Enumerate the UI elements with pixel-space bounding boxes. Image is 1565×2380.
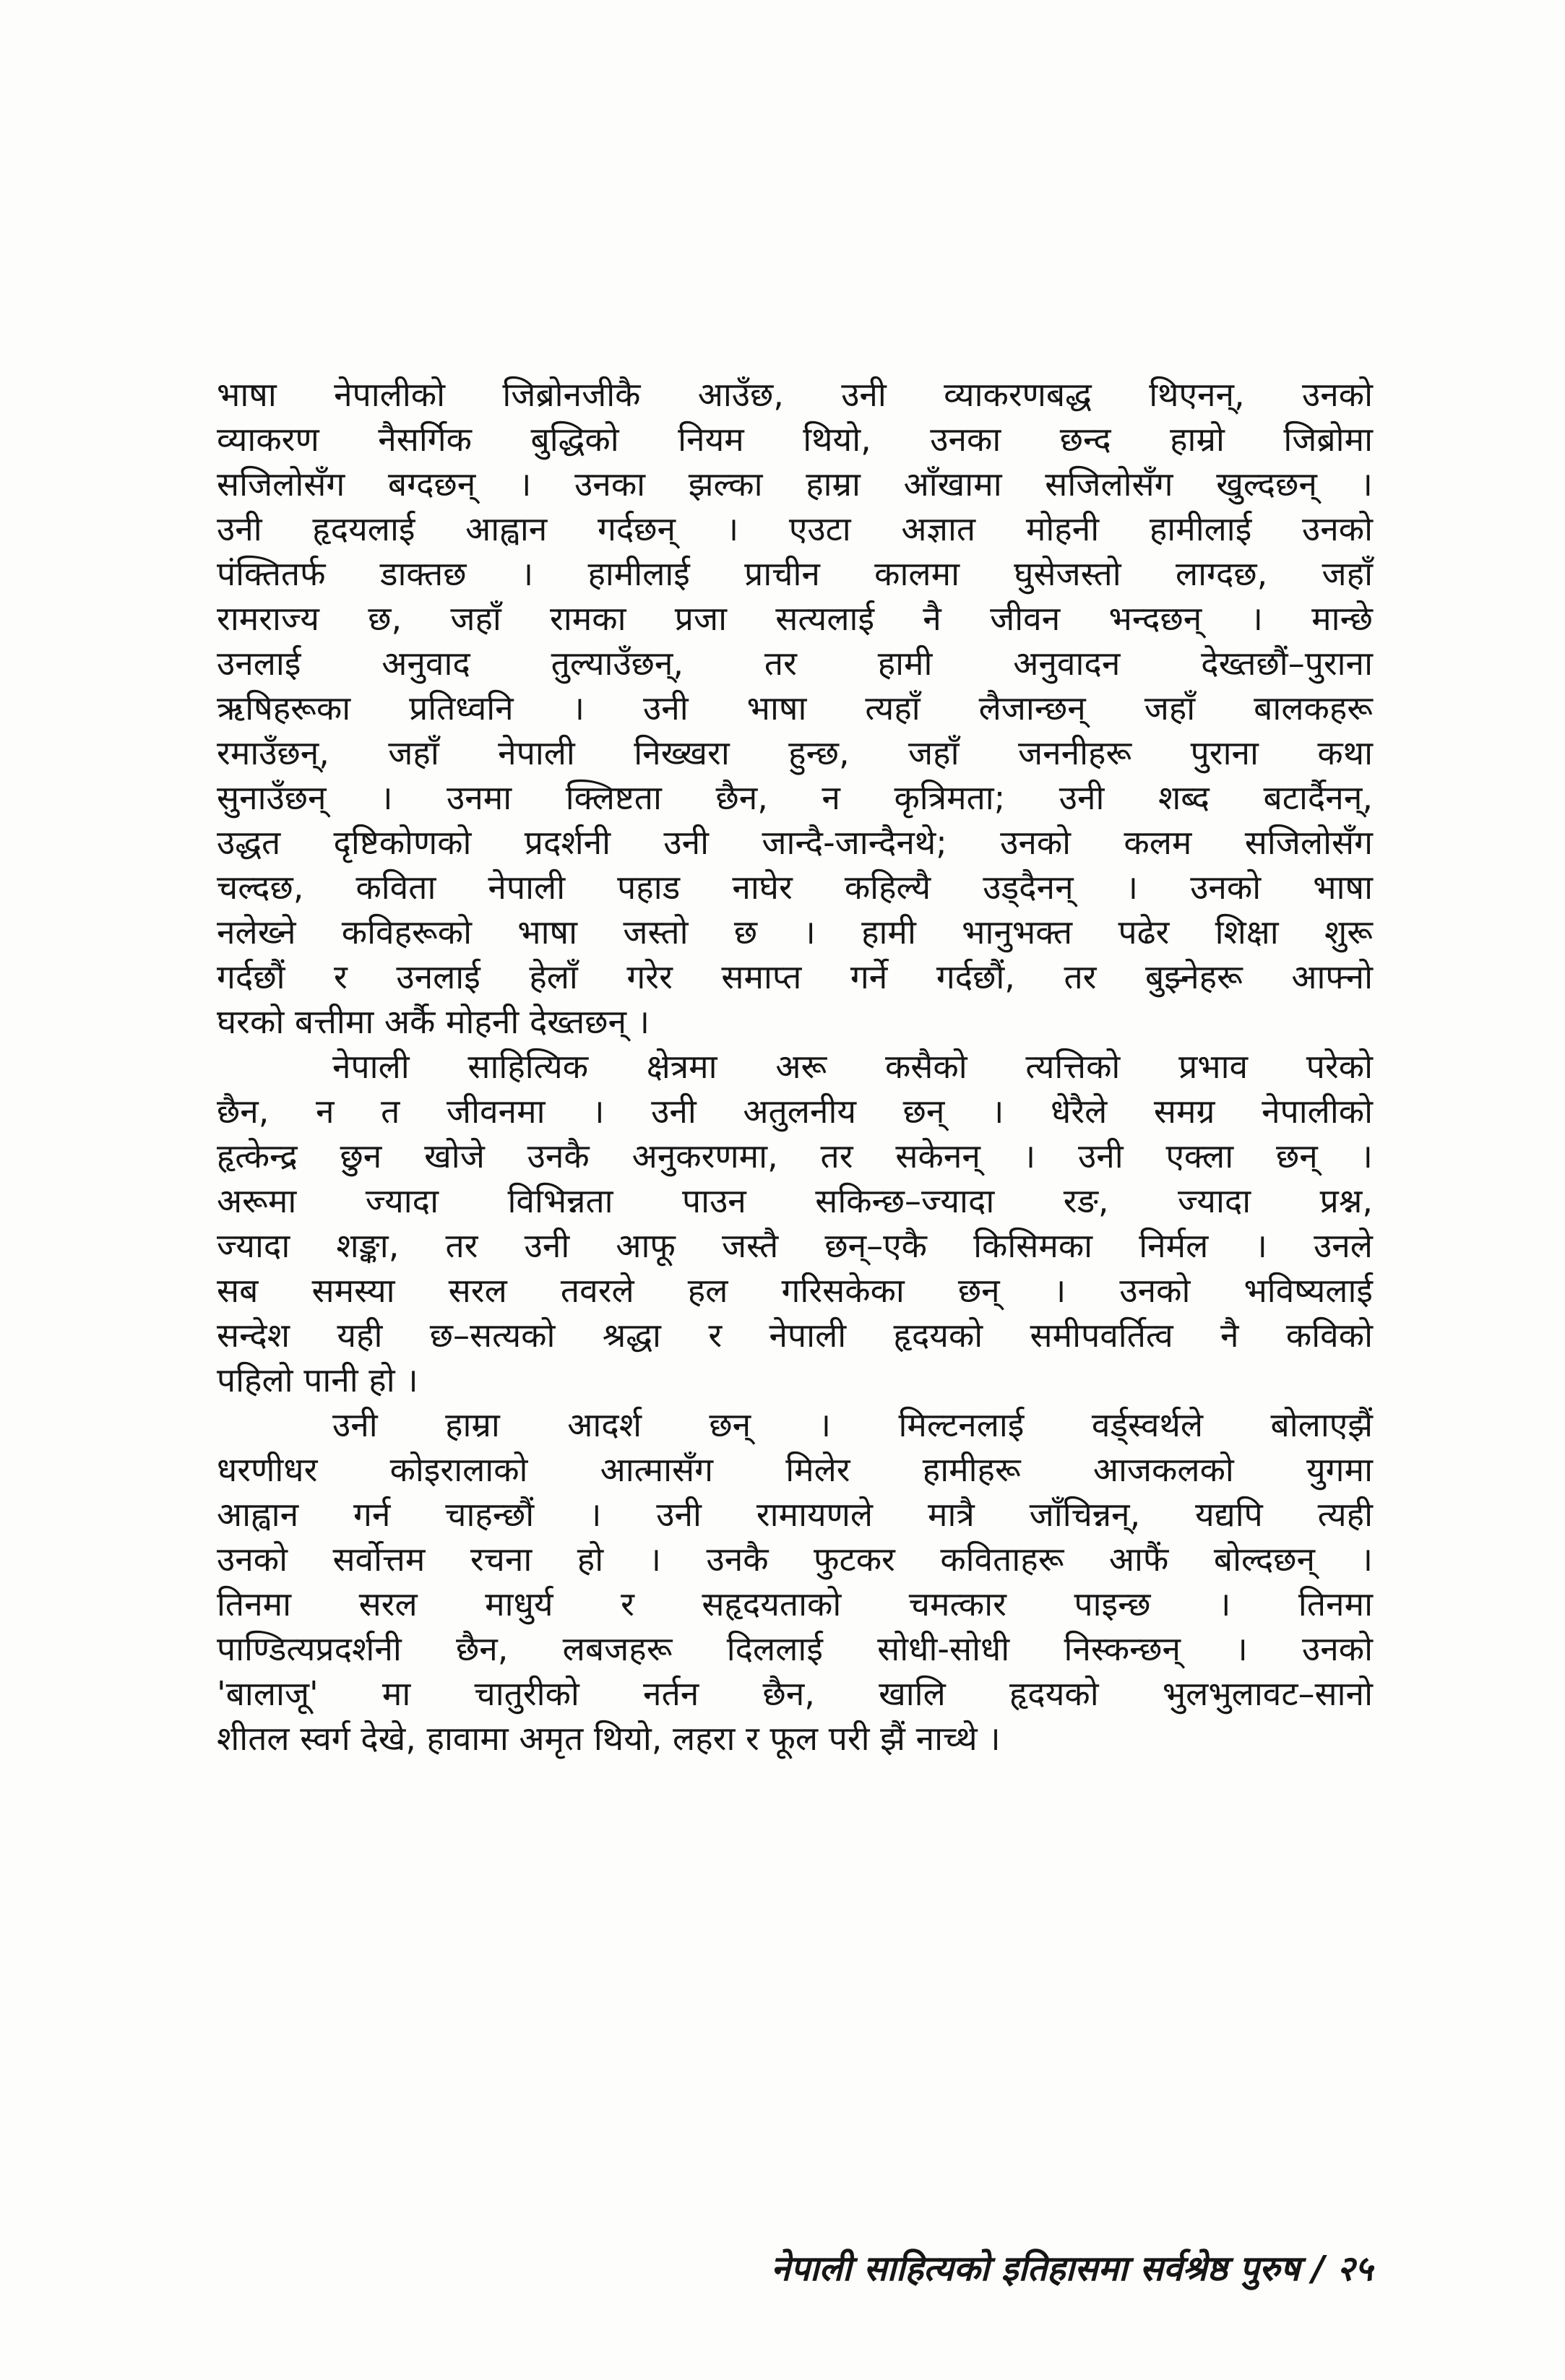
text-line: घरको बत्तीमा अर्कै मोहनी देख्तछन् । [217, 1002, 650, 1041]
text-line: नेपाली साहित्यिक क्षेत्रमा अरू कसैको त्यत्तिको प्रभाव परेको [332, 1047, 1373, 1086]
paragraph [217, 1044, 1373, 1402]
text-line: सब समस्या सरल तवरले हल गरिसकेका छन् । उनको भविष्यलाई [217, 1271, 1373, 1310]
body-text [217, 372, 1373, 1761]
text-line: तिनमा सरल माधुर्य र सहृदयताको चमत्कार पाइन्छ । तिनमा [217, 1584, 1373, 1624]
text-line: पाण्डित्यप्रदर्शनी छैन, लबजहरू दिललाई सोधी-सोधी निस्कन्छन् । उनको [217, 1629, 1373, 1668]
text-line: सुनाउँछन् । उनमा क्लिष्टता छैन, न कृत्रिमता; उनी शब्द बटार्दैनन्, [217, 778, 1373, 817]
text-line: उनी हाम्रा आदर्श छन् । मिल्टनलाई वर्ड्स्वर्थले बोलाएझैं [332, 1405, 1373, 1444]
text-line: उनलाई अनुवाद तुल्याउँछन्, तर हामी अनुवादन देख्तछौं–पुराना [217, 644, 1373, 683]
text-line: 'बालाजू' मा चातुरीको नर्तन छैन, खालि हृदयको भुलभुलावट–सानो [217, 1674, 1373, 1713]
text-line: आह्वान गर्न चाहन्छौं । उनी रामायणले मात्रै जाँचिन्नन्, यद्यपि त्यही [217, 1495, 1373, 1534]
text-line: रामराज्य छ, जहाँ रामका प्रजा सत्यलाई नै जीवन भन्दछन् । मान्छे [217, 599, 1373, 638]
text-line: उनी हृदयलाई आह्वान गर्दछन् । एउटा अज्ञात मोहनी हामीलाई उनको [217, 509, 1373, 548]
text-line: रमाउँछन्, जहाँ नेपाली निख्खरा हुन्छ, जहाँ जननीहरू पुराना कथा [217, 733, 1373, 772]
text-line: हृत्केन्द्र छुन खोजे उनकै अनुकरणमा, तर सकेनन् । उनी एक्ला छन् । [217, 1137, 1373, 1176]
text-line: चल्दछ, कविता नेपाली पहाड नाघेर कहिल्यै उड्दैनन् । उनको भाषा [217, 868, 1373, 907]
paragraph [217, 1402, 1373, 1761]
text-line: उद्धत दृष्टिकोणको प्रदर्शनी उनी जान्दै-जान्दैनथे; उनको कलम सजिलोसँग [217, 823, 1373, 862]
text-line: उनको सर्वोत्तम रचना हो । उनकै फुटकर कविताहरू आफैं बोल्दछन् । [217, 1540, 1373, 1579]
text-line: ज्यादा शङ्का, तर उनी आफू जस्तै छन्–एकै किसिमका निर्मल । उनले [217, 1226, 1373, 1265]
text-line: गर्दछौं र उनलाई हेलाँ गरेर समाप्त गर्ने गर्दछौं, तर बुझ्नेहरू आफ्नो [217, 957, 1373, 996]
text-line: ऋषिहरूका प्रतिध्वनि । उनी भाषा त्यहाँ लैजान्छन् जहाँ बालकहरू [217, 689, 1373, 728]
text-line: सन्देश यही छ–सत्यको श्रद्धा र नेपाली हृदयको समीपवर्तित्व नै कविको [217, 1316, 1373, 1355]
text-line: अरूमा ज्यादा विभिन्नता पाउन सकिन्छ–ज्यादा रङ, ज्यादा प्रश्न, [217, 1181, 1373, 1220]
running-footer: नेपाली साहित्यको इतिहासमा सर्वश्रेष्ठ पुरुष / २५ [771, 2249, 1373, 2289]
paragraph [217, 372, 1373, 1044]
text-line: पंक्तितर्फ डाक्तछ । हामीलाई प्राचीन कालमा घुसेजस्तो लाग्दछ, जहाँ [217, 554, 1373, 593]
text-line: व्याकरण नैसर्गिक बुद्धिको नियम थियो, उनका छन्द हाम्रो जिब्रोमा [217, 420, 1373, 459]
text-line: भाषा नेपालीको जिब्रोनजीकै आउँछ, उनी व्याकरणबद्ध थिएनन्, उनको [217, 375, 1373, 414]
text-line: छैन, न त जीवनमा । उनी अतुलनीय छन् । धेरैले समग्र नेपालीको [217, 1092, 1373, 1131]
text-line: पहिलो पानी हो । [217, 1361, 418, 1400]
text-line: शीतल स्वर्ग देखे, हावामा अमृत थियो, लहरा र फूल परी झैं नाच्थे । [217, 1719, 1001, 1758]
text-line: धरणीधर कोइरालाको आत्मासँग मिलेर हामीहरू आजकलको युगमा [217, 1450, 1373, 1489]
text-line: सजिलोसँग बग्दछन् । उनका झल्का हाम्रा आँखामा सजिलोसँग खुल्दछन् । [217, 465, 1373, 504]
text-line: नलेख्ने कविहरूको भाषा जस्तो छ । हामी भानुभक्त पढेर शिक्षा शुरू [217, 913, 1373, 952]
